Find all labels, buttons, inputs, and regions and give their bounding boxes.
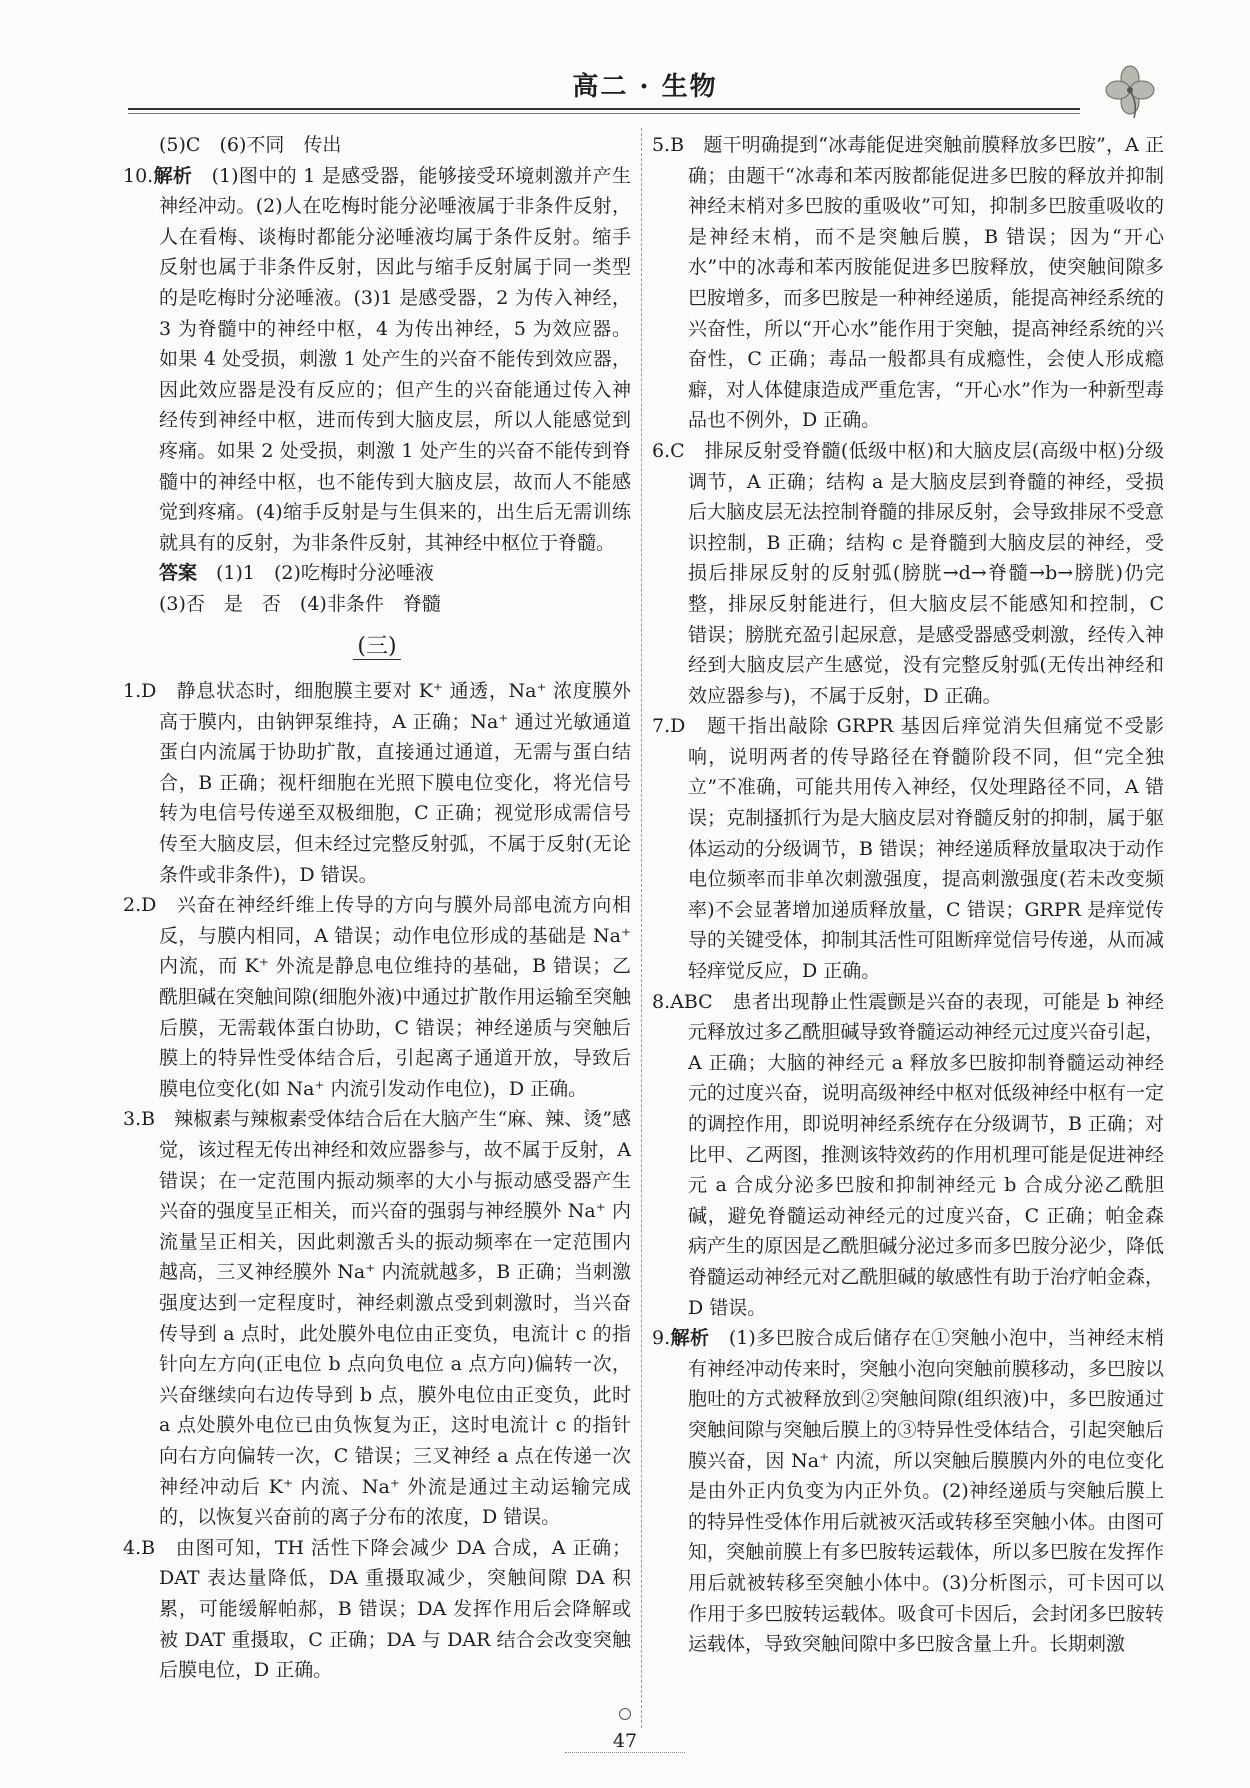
question-8: 8.ABC 患者出现静止性震颤是兴奋的表现，可能是 b 神经元释放过多乙酰胆碱导致脊髓运动神经元过度兴奋引起，A 正确；大脑的神经元 a 释放多巴胺抑制脊髓运动神经元的过度兴奋，说明高级神经中枢对低级神经中枢有一定的调控作用，即说明神经系统存在分级调节，B 正确；对比甲、乙两图，推测该特效药的作用机理可能是促进神经元 a 合成分泌多巴胺和抑制神经元 b 合成分泌乙酰胆碱，避免脊髓运动神经元的过度兴奋，C 正确；帕金森病产生的原因是乙酰胆碱分泌过多而多巴胺分泌少，降低脊髓运动神经元对乙酰胆碱的敏感性有助于治疗帕金森，D 错误。	[652, 990, 1165, 1319]
right-column	[652, 130, 1164, 1660]
answer-line-5-6: (5)C (6)不同 传出	[159, 134, 342, 156]
question-3: 3.B 辣椒素与辣椒素受体结合后在大脑产生“麻、辣、烫”感觉，该过程无传出神经和效应器参与，故不属于反射，A 错误；在一定范围内振动频率的大小与振动感受器产生兴奋的强度呈正相关，而兴奋的强弱与神经膜外 Na⁺ 内流量呈正相关，因此刺激舌头的振动频率在一定范围内越高，三叉神经膜外 Na⁺ 内流就越多，B 正确；当刺激强度达到一定程度时，神经刺激点受到刺激时，当兴奋传导到 a 点时，此处膜外电位由正变负，电流计 c 的指针向左方向(正电位 b 点向负电位 a 点方向)偏转一次，兴奋继续向右边传导到 b 点，膜外电位由正变负，此时 a 点处膜外电位已由负恢复为正，这时电流计 c 的指针向右方向偏转一次，C 错误；三叉神经 a 点在传递一次神经冲动后 K⁺ 内流、Na⁺ 外流是通过主动运输完成的，以恢复兴奋前的离子分布的浓度，D 错误。	[123, 1108, 631, 1529]
question-9-analysis: 9.解析 (1)多巴胺合成后储存在①突触小泡中，当神经末梢有神经冲动传来时，突触小泡向突触前膜移动，多巴胺以胞吐的方式被释放到②突触间隙(组织液)中，多巴胺通过突触间隙与突触后膜上的③特异性受体结合，引起突触后膜兴奋，因 Na⁺ 内流，所以突触后膜膜内外的电位变化是由外正内负变为内正外负。(2)神经递质与突触后膜上的特异性受体作用后就被灭活或转移至突触小体。由图可知，突触前膜上有多巴胺转运载体，所以多巴胺在发挥作用后就被转移至突触小体中。(3)分析图示，可卡因可以作用于多巴胺转运载体。吸食可卡因后，会封闭多巴胺转运载体，导致突触间隙中多巴胺含量上升。长期刺激	[652, 1327, 1164, 1656]
header-rule-thin	[128, 113, 1080, 114]
question-2: 2.D 兴奋在神经纤维上传导的方向与膜外局部电流方向相反，与膜内相同，A 错误；动作电位形成的基础是 Na⁺ 内流，而 K⁺ 外流是静息电位维持的基础，B 错误；乙酰胆碱在突触间隙(细胞外液)中通过扩散作用运输至突触后膜，无需载体蛋白协助，C 错误；神经递质与突触后膜上的特异性受体结合后，引起离子通道开放，导致后膜电位变化(如 Na⁺ 内流引发动作电位)，D 正确。	[123, 894, 631, 1100]
column-divider	[641, 128, 642, 1728]
question-6: 6.C 排尿反射受脊髓(低级中枢)和大脑皮层(高级中枢)分级调节，A 正确；结构 a 是大脑皮层到脊髓的神经，受损后大脑皮层无法控制脊髓的排尿反射，会导致排尿不受意识控制，B 正确；结构 c 是脊髓到大脑皮层的神经，受损后排尿反射的反射弧(膀胱→d→脊髓→b→膀胱)仍完整，排尿反射能进行，但大脑皮层不能感知和控制，C 错误；膀胱充盈引起尿意，是感受器感受刺激，经传入神经到大脑皮层产生感觉，没有完整反射弧(无传出神经和效应器参与)，不属于反射，D 正确。	[652, 439, 1164, 707]
question-10-answer-cont: (3)否 是 否 (4)非条件 脊髓	[159, 592, 441, 615]
page-number-underline	[565, 1752, 685, 1753]
question-4: 4.B 由图可知，TH 活性下降会减少 DA 合成，A 正确；DAT 表达量降低，DA 重摄取减少，突触间隙 DA 积累，可能缓解帕郝，B 错误；DA 发挥作用后会降解或被 DAT 重摄取，C 正确；DA 与 DAR 结合会改变突触后膜电位，D 正确。	[123, 1536, 631, 1682]
question-10-answer: 答案 (1)1 (2)吃梅时分泌唾液	[159, 562, 434, 585]
clover-icon	[1090, 60, 1170, 120]
header-title: 高二 · 生物	[572, 72, 718, 102]
question-1: 1.D 静息状态时，细胞膜主要对 K⁺ 通透，Na⁺ 浓度膜外高于膜内，由钠钾泵维持，A 正确；Na⁺ 通过光敏通道蛋白内流属于协助扩散，直接通过通道，无需与蛋白结合，B 正确；视杆细胞在光照下膜电位变化，将光信号转为电信号传递至双极细胞，C 正确；视觉形成需信号传至大脑皮层，但未经过完整反射弧，不属于反射(无论条件或非条件)，D 错误。	[123, 680, 631, 886]
header-rule	[128, 108, 1080, 110]
page-number-ornament	[619, 1708, 631, 1720]
section-title: (三)	[123, 632, 631, 663]
page-number: 47	[612, 1730, 638, 1752]
question-5: 5.B 题干明确提到“冰毒能促进突触前膜释放多巴胺”，A 正确；由题干“冰毒和苯丙胺都能促进多巴胺的释放并抑制神经末梢对多巴胺的重吸收”可知，抑制多巴胺重吸收的是神经末梢，而不是突触后膜，B 错误；因为“开心水”中的冰毒和苯丙胺能促进多巴胺释放，使突触间隙多巴胺增多，而多巴胺是一种神经递质，能提高神经系统的兴奋性，所以“开心水”能作用于突触，提高神经系统的兴奋性，C 正确；毒品一般都具有成瘾性，会使人形成瘾癖，对人体健康造成严重危害，“开心水”作为一种新型毒品也不例外，D 正确。	[652, 134, 1164, 432]
question-7: 7.D 题干指出敲除 GRPR 基因后痒觉消失但痛觉不受影响，说明两者的传导路径在脊髓阶段不同，但“完全独立”不准确，可能共用传入神经，仅处理路径不同，A 错误；克制搔抓行为是大脑皮层对脊髓反射的抑制，属于躯体运动的分级调节，B 错误；神经递质释放量取决于动作电位频率而非单次刺激强度，提高刺激强度(若未改变频率)不会显著增加递质释放量，C 错误；GRPR 是痒觉传导的关键受体，抑制其活性可阻断痒觉信号传递，从而减轻痒觉反应，D 正确。	[652, 715, 1165, 983]
left-column	[123, 130, 631, 1686]
question-10-analysis: 10.解析 (1)图中的 1 是感受器，能够接受环境刺激并产生神经冲动。(2)人在吃梅时能分泌唾液属于非条件反射，人在看梅、谈梅时都能分泌唾液均属于条件反射。缩手反射也属于非条件反射，因此与缩手反射属于同一类型的是吃梅时分泌唾液。(3)1 是感受器，2 为传入神经，3 为脊髓中的神经中枢，4 为传出神经，5 为效应器。如果 4 处受损，刺激 1 处产生的兴奋不能传到效应器，因此效应器是没有反应的；但产生的兴奋能通过传入神经传到神经中枢，进而传到大脑皮层，所以人能感觉到疼痛。如果 2 处受损，刺激 1 处产生的兴奋不能传到脊髓中的神经中枢，也不能传到大脑皮层，故而人不能感觉到疼痛。(4)缩手反射是与生俱来的，出生后无需训练就具有的反射，为非条件反射，其神经中枢位于脊髓。	[123, 164, 631, 554]
page-header	[120, 60, 1170, 116]
